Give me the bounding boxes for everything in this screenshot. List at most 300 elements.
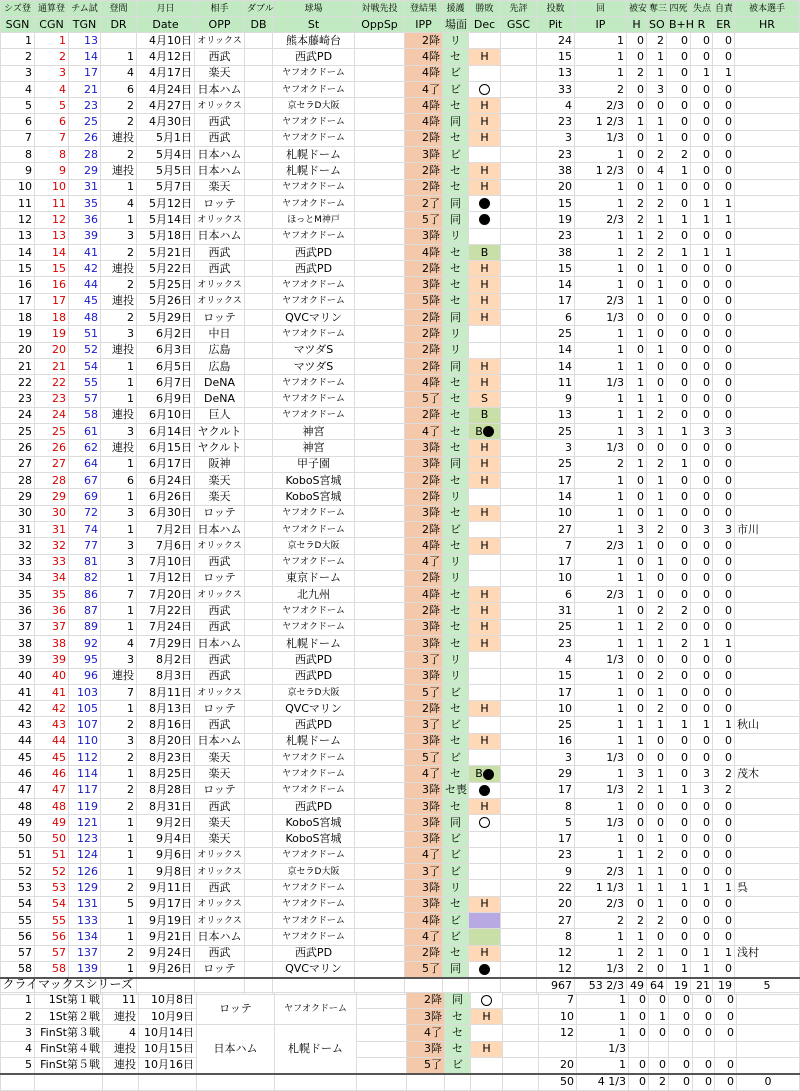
strikeouts-cell: 2 bbox=[647, 407, 667, 423]
earned-runs-cell: 0 bbox=[713, 798, 735, 814]
earned-runs-cell: 3 bbox=[713, 521, 735, 537]
sgn-cell: 33 bbox=[1, 554, 35, 570]
situation-cell: セ bbox=[443, 98, 469, 114]
cs-days-rest-cell: 連投 bbox=[103, 1057, 139, 1073]
stadium-cell: ヤフオクドーム bbox=[273, 130, 355, 146]
cgn-cell: 27 bbox=[35, 456, 69, 472]
header-row-japanese bbox=[1, 1, 800, 17]
situation-cell: ビ bbox=[443, 864, 469, 880]
pitches-cell: 25 bbox=[537, 424, 575, 440]
decision-cell: H bbox=[469, 505, 501, 521]
strikeouts-cell: 0 bbox=[647, 358, 667, 374]
table-row bbox=[1, 81, 800, 97]
doubleheader-cell bbox=[245, 358, 273, 374]
decision-cell bbox=[469, 33, 501, 49]
win-mark-icon bbox=[481, 995, 492, 1006]
loss-mark-icon bbox=[479, 964, 490, 975]
hr-batter-cell bbox=[735, 407, 800, 423]
inning-result-cell: 2降 bbox=[405, 570, 443, 586]
table-row bbox=[1, 342, 800, 358]
cgn-cell: 13 bbox=[35, 228, 69, 244]
earned-runs-cell: 0 bbox=[713, 570, 735, 586]
earned-runs-cell: 0 bbox=[713, 49, 735, 65]
situation-cell: セ bbox=[443, 163, 469, 179]
doubleheader-cell bbox=[245, 65, 273, 81]
situation-cell: 同 bbox=[443, 114, 469, 130]
walks-hbp-cell: 0 bbox=[667, 766, 691, 782]
table-row bbox=[1, 766, 800, 782]
inning-result-cell: 2降 bbox=[405, 489, 443, 505]
cgn-cell: 30 bbox=[35, 505, 69, 521]
table-row bbox=[1, 310, 800, 326]
doubleheader-cell bbox=[245, 407, 273, 423]
tgn-cell: 129 bbox=[69, 880, 101, 896]
cs-runs-cell: 0 bbox=[693, 1025, 715, 1041]
opp-starter-cell bbox=[355, 358, 405, 374]
sgn-cell: 48 bbox=[1, 798, 35, 814]
stadium-cell: QVCマリン bbox=[273, 701, 355, 717]
date-cell: 7月29日 bbox=[137, 635, 195, 651]
opponent-cell: 西武 bbox=[195, 652, 245, 668]
tgn-cell: 110 bbox=[69, 733, 101, 749]
hr-batter-cell bbox=[735, 701, 800, 717]
runs-cell: 0 bbox=[691, 375, 713, 391]
hr-batter-cell bbox=[735, 473, 800, 489]
pitches-cell: 14 bbox=[537, 277, 575, 293]
runs-cell: 0 bbox=[691, 896, 713, 912]
doubleheader-cell bbox=[245, 570, 273, 586]
doubleheader-cell bbox=[245, 228, 273, 244]
pitches-cell: 10 bbox=[537, 505, 575, 521]
inning-result-cell: 3降 bbox=[405, 815, 443, 831]
empty-cell bbox=[357, 1025, 407, 1041]
cs-total-pit-cell: 50 bbox=[539, 1074, 577, 1090]
hits-cell: 1 bbox=[627, 880, 647, 896]
game-score-cell bbox=[501, 326, 537, 342]
sgn-cell: 54 bbox=[1, 896, 35, 912]
game-score-cell bbox=[501, 717, 537, 733]
table-row bbox=[1, 212, 800, 228]
runs-cell: 0 bbox=[691, 619, 713, 635]
date-cell: 9月17日 bbox=[137, 896, 195, 912]
table-row bbox=[1, 489, 800, 505]
stadium-cell: 北九州 bbox=[273, 587, 355, 603]
table-row bbox=[1, 896, 800, 912]
earned-runs-cell: 0 bbox=[713, 929, 735, 945]
cs-opponent-cell: 日本ハム bbox=[197, 1025, 275, 1074]
tgn-cell: 131 bbox=[69, 896, 101, 912]
cs-stadium-cell: ヤフオクドーム bbox=[275, 992, 357, 1025]
game-score-cell bbox=[501, 864, 537, 880]
tgn-cell: 58 bbox=[69, 407, 101, 423]
hits-cell: 0 bbox=[627, 473, 647, 489]
opp-starter-cell bbox=[355, 147, 405, 163]
opp-starter-cell bbox=[355, 440, 405, 456]
hits-cell: 1 bbox=[627, 929, 647, 945]
walks-hbp-cell: 0 bbox=[667, 326, 691, 342]
cs-title-row bbox=[1, 976, 800, 992]
opponent-cell: オリックス bbox=[195, 277, 245, 293]
innings-cell: 1 bbox=[575, 261, 627, 277]
cs-hits-cell: 0 bbox=[629, 1057, 649, 1073]
empty-cell bbox=[577, 976, 629, 992]
days-rest-cell: 1 bbox=[101, 391, 137, 407]
runs-cell: 0 bbox=[691, 277, 713, 293]
cs-days-rest-cell: 連投 bbox=[103, 1009, 139, 1025]
situation-cell: 同 bbox=[443, 456, 469, 472]
hits-cell: 0 bbox=[627, 440, 647, 456]
pitches-cell: 8 bbox=[537, 798, 575, 814]
opponent-cell: 日本ハム bbox=[195, 521, 245, 537]
inning-result-cell: 3降 bbox=[405, 635, 443, 651]
cs-total-so-cell: 2 bbox=[649, 1074, 669, 1090]
strikeouts-cell: 0 bbox=[647, 929, 667, 945]
runs-cell: 0 bbox=[691, 798, 713, 814]
inning-result-cell: 2降 bbox=[405, 130, 443, 146]
header-en-cell: DR bbox=[101, 17, 137, 33]
situation-cell: セ bbox=[443, 244, 469, 260]
hr-batter-cell bbox=[735, 603, 800, 619]
inning-result-cell: 5降 bbox=[405, 293, 443, 309]
table-row bbox=[1, 684, 800, 700]
strikeouts-cell: 1 bbox=[647, 717, 667, 733]
stadium-cell: ヤフオクドーム bbox=[273, 277, 355, 293]
cs-earned-runs-cell bbox=[715, 1041, 737, 1057]
cgn-cell: 55 bbox=[35, 913, 69, 929]
innings-cell: 1 bbox=[575, 505, 627, 521]
situation-cell: ビ bbox=[443, 147, 469, 163]
situation-cell: ビ bbox=[443, 913, 469, 929]
earned-runs-cell: 0 bbox=[713, 913, 735, 929]
hits-cell: 2 bbox=[627, 782, 647, 798]
hr-batter-cell bbox=[735, 244, 800, 260]
hr-batter-cell bbox=[735, 554, 800, 570]
hr-batter-cell bbox=[735, 130, 800, 146]
stadium-cell: 西武PD bbox=[273, 49, 355, 65]
inning-result-cell: 5了 bbox=[405, 391, 443, 407]
empty-cell bbox=[503, 1057, 539, 1073]
cgn-cell: 12 bbox=[35, 212, 69, 228]
earned-runs-cell: 0 bbox=[713, 961, 735, 977]
header-en-cell: SO bbox=[647, 17, 667, 33]
date-cell: 9月21日 bbox=[137, 929, 195, 945]
doubleheader-cell bbox=[245, 391, 273, 407]
strikeouts-cell: 1 bbox=[647, 342, 667, 358]
days-rest-cell: 4 bbox=[101, 65, 137, 81]
days-rest-cell: 7 bbox=[101, 684, 137, 700]
cgn-cell: 34 bbox=[35, 570, 69, 586]
cs-strikeouts-cell: 0 bbox=[649, 1057, 669, 1073]
walks-hbp-cell: 0 bbox=[667, 440, 691, 456]
tgn-cell: 48 bbox=[69, 310, 101, 326]
cgn-cell: 46 bbox=[35, 766, 69, 782]
runs-cell: 1 bbox=[691, 212, 713, 228]
hits-cell: 0 bbox=[627, 163, 647, 179]
innings-cell: 1 bbox=[575, 407, 627, 423]
header-jp-cell: ダブル bbox=[245, 1, 273, 17]
innings-cell: 1 bbox=[575, 391, 627, 407]
pitches-cell: 27 bbox=[537, 521, 575, 537]
tgn-cell: 26 bbox=[69, 130, 101, 146]
date-cell: 8月2日 bbox=[137, 652, 195, 668]
opponent-cell: オリックス bbox=[195, 587, 245, 603]
pitches-cell: 17 bbox=[537, 554, 575, 570]
hr-batter-cell bbox=[735, 587, 800, 603]
cgn-cell: 50 bbox=[35, 831, 69, 847]
tgn-cell: 139 bbox=[69, 961, 101, 977]
runs-cell: 1 bbox=[691, 65, 713, 81]
cs-strikeouts-cell bbox=[649, 1041, 669, 1057]
table-row bbox=[1, 603, 800, 619]
walks-hbp-cell: 0 bbox=[667, 913, 691, 929]
sgn-cell: 50 bbox=[1, 831, 35, 847]
cs-innings-cell: 1 bbox=[577, 1009, 629, 1025]
pitches-cell: 14 bbox=[537, 489, 575, 505]
stadium-cell: 甲子園 bbox=[273, 456, 355, 472]
innings-cell: 1 2/3 bbox=[575, 163, 627, 179]
innings-cell: 1 bbox=[575, 473, 627, 489]
game-score-cell bbox=[501, 733, 537, 749]
table-row bbox=[1, 880, 800, 896]
cs-hr-batter-cell bbox=[737, 1057, 800, 1073]
doubleheader-cell bbox=[245, 831, 273, 847]
inning-result-cell: 2降 bbox=[405, 179, 443, 195]
earned-runs-cell: 0 bbox=[713, 228, 735, 244]
decision-cell bbox=[469, 342, 501, 358]
cs-title: クライマックスシリーズ bbox=[2, 976, 133, 991]
doubleheader-cell bbox=[245, 782, 273, 798]
date-cell: 5月4日 bbox=[137, 147, 195, 163]
sgn-cell: 24 bbox=[1, 407, 35, 423]
decision-cell bbox=[469, 195, 501, 211]
days-rest-cell: 3 bbox=[101, 554, 137, 570]
pitches-cell: 17 bbox=[537, 782, 575, 798]
inning-result-cell: 2降 bbox=[405, 407, 443, 423]
hits-cell: 0 bbox=[627, 489, 647, 505]
inning-result-cell: 2降 bbox=[405, 310, 443, 326]
decision-cell: H bbox=[469, 603, 501, 619]
earned-runs-cell: 1 bbox=[713, 195, 735, 211]
pitches-cell: 3 bbox=[537, 440, 575, 456]
opp-starter-cell bbox=[355, 538, 405, 554]
opp-starter-cell bbox=[355, 456, 405, 472]
walks-hbp-cell: 0 bbox=[667, 179, 691, 195]
tgn-cell: 29 bbox=[69, 163, 101, 179]
walks-hbp-cell: 0 bbox=[667, 342, 691, 358]
empty-cell bbox=[357, 1041, 407, 1057]
hr-batter-cell bbox=[735, 913, 800, 929]
earned-runs-cell: 0 bbox=[713, 538, 735, 554]
earned-runs-cell: 1 bbox=[713, 212, 735, 228]
sgn-cell: 20 bbox=[1, 342, 35, 358]
runs-cell: 0 bbox=[691, 505, 713, 521]
runs-cell: 3 bbox=[691, 766, 713, 782]
game-score-cell bbox=[501, 195, 537, 211]
game-score-cell bbox=[501, 619, 537, 635]
opponent-cell: 西武 bbox=[195, 717, 245, 733]
days-rest-cell: 2 bbox=[101, 147, 137, 163]
opp-starter-cell bbox=[355, 33, 405, 49]
walks-hbp-cell: 0 bbox=[667, 619, 691, 635]
tgn-cell: 52 bbox=[69, 342, 101, 358]
opponent-cell: ヤクルト bbox=[195, 424, 245, 440]
game-score-cell bbox=[501, 228, 537, 244]
hits-cell: 1 bbox=[627, 635, 647, 651]
hits-cell: 0 bbox=[627, 668, 647, 684]
inning-result-cell: 4了 bbox=[405, 847, 443, 863]
table-row bbox=[1, 326, 800, 342]
decision-cell bbox=[469, 65, 501, 81]
decision-cell bbox=[469, 847, 501, 863]
earned-runs-cell: 0 bbox=[713, 864, 735, 880]
opp-starter-cell bbox=[355, 929, 405, 945]
runs-cell: 0 bbox=[691, 358, 713, 374]
header-en-cell: TGN bbox=[69, 17, 101, 33]
decision-cell: H bbox=[469, 701, 501, 717]
sgn-cell: 17 bbox=[1, 293, 35, 309]
hits-cell: 3 bbox=[627, 521, 647, 537]
cs-total-bh-cell: 0 bbox=[669, 1074, 693, 1090]
cs-innings-cell: 1 bbox=[577, 992, 629, 1008]
runs-cell: 0 bbox=[691, 570, 713, 586]
decision-cell: H bbox=[469, 798, 501, 814]
situation-cell: ビ bbox=[443, 521, 469, 537]
cs-game-cell: FinSt第３戦 bbox=[35, 1025, 103, 1041]
hits-cell: 3 bbox=[627, 766, 647, 782]
inning-result-cell: 2降 bbox=[405, 603, 443, 619]
hits-cell: 1 bbox=[627, 733, 647, 749]
empty-cell bbox=[445, 976, 471, 992]
sgn-cell: 31 bbox=[1, 521, 35, 537]
game-score-cell bbox=[501, 179, 537, 195]
sgn-cell: 16 bbox=[1, 277, 35, 293]
date-cell: 9月26日 bbox=[137, 961, 195, 977]
hits-cell: 0 bbox=[627, 831, 647, 847]
situation-cell: セ bbox=[443, 945, 469, 961]
cs-hr-batter-cell bbox=[737, 1041, 800, 1057]
stadium-cell: QVCマリン bbox=[273, 961, 355, 977]
tgn-cell: 57 bbox=[69, 391, 101, 407]
cgn-cell: 21 bbox=[35, 358, 69, 374]
situation-cell: ビ bbox=[443, 831, 469, 847]
stadium-cell: ヤフオクドーム bbox=[273, 929, 355, 945]
hr-batter-cell bbox=[735, 538, 800, 554]
hits-cell: 1 bbox=[627, 717, 647, 733]
innings-cell: 1 bbox=[575, 603, 627, 619]
walks-hbp-cell: 1 bbox=[667, 456, 691, 472]
hits-cell: 0 bbox=[627, 277, 647, 293]
hits-cell: 1 bbox=[627, 570, 647, 586]
pitches-cell: 38 bbox=[537, 244, 575, 260]
empty-cell bbox=[357, 1074, 407, 1090]
doubleheader-cell bbox=[245, 538, 273, 554]
innings-cell: 1 bbox=[575, 717, 627, 733]
doubleheader-cell bbox=[245, 750, 273, 766]
strikeouts-cell: 1 bbox=[647, 130, 667, 146]
opponent-cell: オリックス bbox=[195, 212, 245, 228]
table-row bbox=[1, 391, 800, 407]
game-score-cell bbox=[501, 261, 537, 277]
doubleheader-cell bbox=[245, 293, 273, 309]
doubleheader-cell bbox=[245, 81, 273, 97]
runs-cell: 3 bbox=[691, 521, 713, 537]
walks-hbp-cell: 0 bbox=[667, 652, 691, 668]
inning-result-cell: 2降 bbox=[405, 358, 443, 374]
date-cell: 6月30日 bbox=[137, 505, 195, 521]
cgn-cell: 43 bbox=[35, 717, 69, 733]
strikeouts-cell: 0 bbox=[647, 750, 667, 766]
runs-cell: 0 bbox=[691, 293, 713, 309]
pitches-cell: 29 bbox=[537, 766, 575, 782]
situation-cell: セ bbox=[443, 798, 469, 814]
opponent-cell: オリックス bbox=[195, 293, 245, 309]
sgn-cell: 8 bbox=[1, 147, 35, 163]
sgn-cell: 40 bbox=[1, 668, 35, 684]
walks-hbp-cell: 1 bbox=[667, 212, 691, 228]
strikeouts-cell: 0 bbox=[647, 375, 667, 391]
walks-hbp-cell: 0 bbox=[667, 929, 691, 945]
walks-hbp-cell: 0 bbox=[667, 489, 691, 505]
header-jp-cell: 通算登 bbox=[35, 1, 69, 17]
innings-cell: 1/3 bbox=[575, 375, 627, 391]
innings-cell: 1 1/3 bbox=[575, 880, 627, 896]
strikeouts-cell: 2 bbox=[647, 913, 667, 929]
pitches-cell: 38 bbox=[537, 163, 575, 179]
sgn-cell: 53 bbox=[1, 880, 35, 896]
cs-number-cell: 4 bbox=[1, 1041, 35, 1057]
date-cell: 7月20日 bbox=[137, 587, 195, 603]
doubleheader-cell bbox=[245, 684, 273, 700]
date-cell: 6月5日 bbox=[137, 358, 195, 374]
stadium-cell: KoboS宮城 bbox=[273, 815, 355, 831]
empty-cell bbox=[715, 976, 737, 992]
innings-cell: 1 bbox=[575, 831, 627, 847]
cs-decision-cell bbox=[471, 1025, 503, 1041]
walks-hbp-cell: 1 bbox=[667, 717, 691, 733]
doubleheader-cell bbox=[245, 652, 273, 668]
hr-batter-cell bbox=[735, 49, 800, 65]
date-cell: 5月29日 bbox=[137, 310, 195, 326]
game-score-cell bbox=[501, 49, 537, 65]
cgn-cell: 45 bbox=[35, 750, 69, 766]
pitches-cell: 27 bbox=[537, 913, 575, 929]
days-rest-cell: 1 bbox=[101, 913, 137, 929]
header-en-cell: St bbox=[273, 17, 355, 33]
opponent-cell: DeNA bbox=[195, 375, 245, 391]
tgn-cell: 96 bbox=[69, 668, 101, 684]
strikeouts-cell: 0 bbox=[647, 98, 667, 114]
decision-cell bbox=[469, 668, 501, 684]
sgn-cell: 13 bbox=[1, 228, 35, 244]
doubleheader-cell bbox=[245, 505, 273, 521]
earned-runs-cell: 1 bbox=[713, 945, 735, 961]
earned-runs-cell: 0 bbox=[713, 619, 735, 635]
empty-cell bbox=[629, 976, 649, 992]
header-en-cell: Pit bbox=[537, 17, 575, 33]
opponent-cell: 西武 bbox=[195, 554, 245, 570]
pitches-cell: 5 bbox=[537, 815, 575, 831]
decision-cell bbox=[469, 554, 501, 570]
earned-runs-cell: 0 bbox=[713, 896, 735, 912]
runs-cell: 0 bbox=[691, 163, 713, 179]
situation-cell: セ bbox=[443, 391, 469, 407]
game-score-cell bbox=[501, 587, 537, 603]
pitches-cell: 14 bbox=[537, 358, 575, 374]
doubleheader-cell bbox=[245, 424, 273, 440]
game-score-cell bbox=[501, 33, 537, 49]
tgn-cell: 105 bbox=[69, 701, 101, 717]
opp-starter-cell bbox=[355, 261, 405, 277]
